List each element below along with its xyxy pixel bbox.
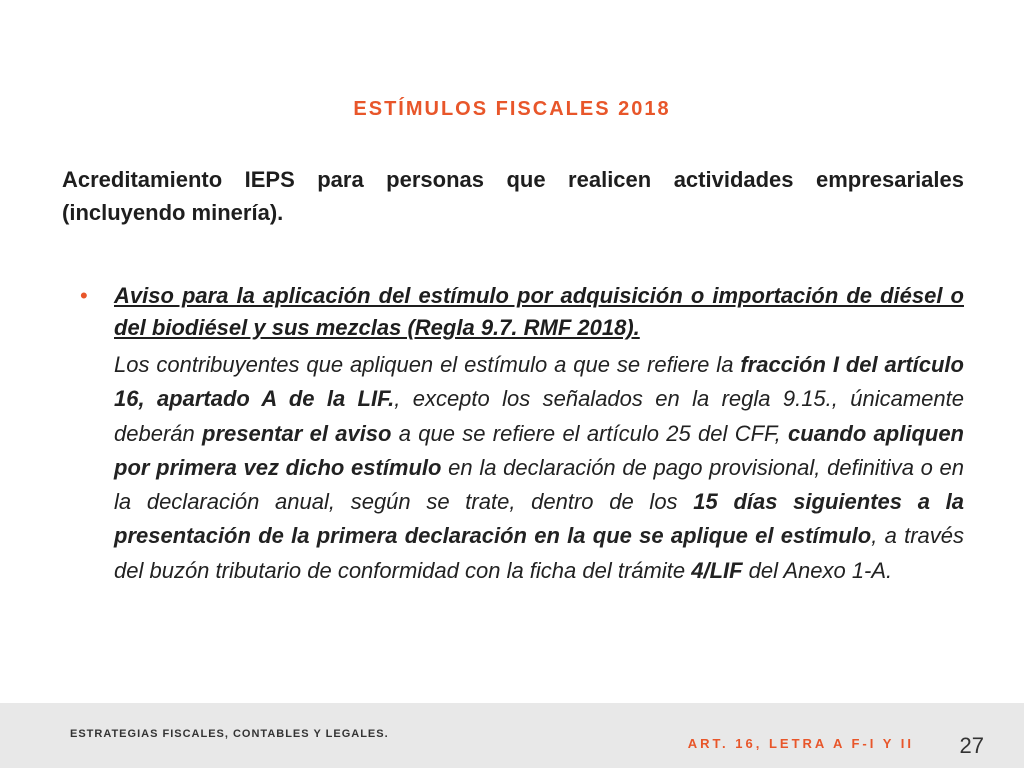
body-text-5: , a través del buzón tributario de conformidad con la ficha del trámite [114,523,964,583]
body-text-3: a que se refiere el artículo 25 del CFF, [391,420,789,446]
body-text-2: , excepto los señalados en la regla 9.15., únicamente deberán [114,386,964,446]
body-text-1: Los contribuyentes que apliquen el estímulo a que se refiere la [114,352,741,377]
body-bold-2: presentar el aviso [202,420,392,446]
footer-company: ESTRATEGIAS FISCALES, CONTABLES Y LEGALES. [70,728,389,740]
body-text-6: del Anexo 1-A. [742,557,893,583]
body-paragraph [114,348,964,588]
body-text-4: en la declaración de pago provisional, definitiva o en la declaración anual, según se trate, dentro de los [114,454,965,515]
footer-reference: ART. 16, LETRA A F-I Y II [687,736,914,751]
body-bold-1: fracción I del artículo 16, apartado A de la LIF. [114,352,964,412]
page-number: 27 [959,733,984,758]
body-bold-4: 15 días siguientes a la presentación de la primera declaración en la que se aplique el estímulo [114,489,964,549]
bullet-item [80,280,964,588]
slide-subtitle: Acreditamiento IEPS para personas que realicen actividades empresariales (incluyendo minería). [62,167,964,225]
footer-bar [0,703,1024,768]
bullet-marker: • [80,283,88,308]
slide-heading: ESTÍMULOS FISCALES 2018 [353,98,671,120]
bullet-title: Aviso para la aplicación del estímulo por adquisición o importación de diésel o del biodiésel y sus mezclas (Regla 9.7. RMF 2018). [114,283,964,340]
body-bold-5: 4/LIF [691,557,743,583]
body-bold-3: cuando apliquen por primera vez dicho estímulo [114,420,964,480]
